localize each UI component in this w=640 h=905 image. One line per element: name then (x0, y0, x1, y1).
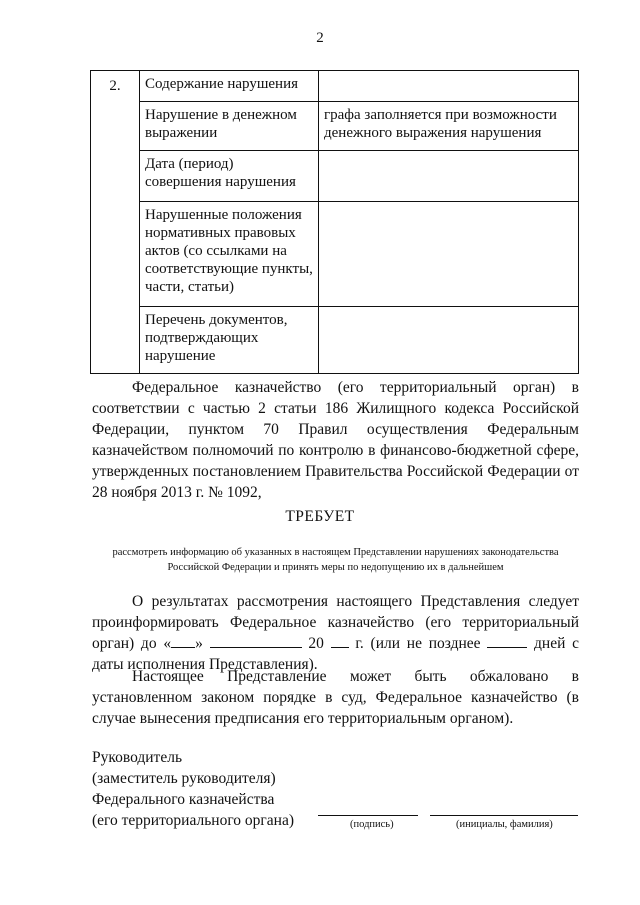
demand-subtitle: рассмотреть информацию об указанных в настоящем Представлении нарушениях законодательства Российской Федерации и принять меры по недопущению их в дальнейшем (112, 547, 559, 573)
month-blank (210, 633, 302, 648)
row-label: Нарушение в денежном выражении (140, 102, 319, 151)
violations-table (90, 70, 579, 374)
row-value (319, 307, 579, 374)
table-row (91, 151, 579, 202)
year-blank (331, 633, 349, 648)
signer-line: (заместитель руководителя) (92, 770, 276, 787)
page-number: 2 (316, 30, 324, 46)
appeal-text: Настоящее Представление может быть обжаловано в установленном законом порядке в суд, Федеральное казначейство (в случае вынесения предписания его территориальным органом). (92, 668, 579, 727)
section-number: 2. (91, 71, 140, 374)
result-text-4: г. (или не позднее (355, 635, 481, 652)
result-text-1: О результатах рассмотрения настоящего Представления следует проинформировать Федеральное казначейство (его территориальный орган) до « (92, 593, 579, 652)
row-value (319, 202, 579, 307)
result-text-2: » (195, 635, 203, 652)
signer-line: (его территориального органа) (92, 812, 294, 829)
table-row (91, 307, 579, 374)
row-value (319, 71, 579, 102)
result-text-3: 20 (308, 635, 324, 652)
table-row (91, 71, 579, 102)
result-paragraph (92, 591, 579, 675)
days-blank (487, 633, 527, 648)
signature-caption: (подпись) (350, 819, 394, 830)
row-value (319, 151, 579, 202)
table-row (91, 202, 579, 307)
row-label: Содержание нарушения (140, 71, 319, 102)
signer-line: Руководитель (92, 749, 183, 766)
signer-line: Федерального казначейства (92, 791, 275, 808)
signature-line (318, 815, 418, 816)
intro-paragraph (92, 377, 579, 503)
day-blank (171, 633, 195, 648)
name-line (430, 815, 578, 816)
row-label: Нарушенные положения нормативных правовых актов (со ссылками на соответствующие пункты, части, статьи) (140, 202, 319, 307)
row-label: Перечень документов, подтверждающих нарушение (140, 307, 319, 374)
table-row (91, 102, 579, 151)
row-label: Дата (период) совершения нарушения (140, 151, 319, 202)
name-caption: (инициалы, фамилия) (456, 819, 553, 830)
intro-text: Федеральное казначейство (его территориальный орган) в соответствии с частью 2 статьи 186 Жилищного кодекса Российской Федерации, пунктом 70 Правил осуществления Федеральным казначейством полномочий по контролю в финансово-бюджетной сфере, утвержденных постановлением Правительства Российской Федерации от 28 ноября 2013 г. № 1092, (92, 379, 579, 501)
appeal-paragraph (92, 666, 579, 729)
result-text-5: дней с даты исполнения Представления). (92, 635, 580, 673)
signer-block (92, 747, 294, 831)
demand-title: ТРЕБУЕТ (285, 508, 355, 525)
row-value: графа заполняется при возможности денежного выражения нарушения (319, 102, 579, 151)
